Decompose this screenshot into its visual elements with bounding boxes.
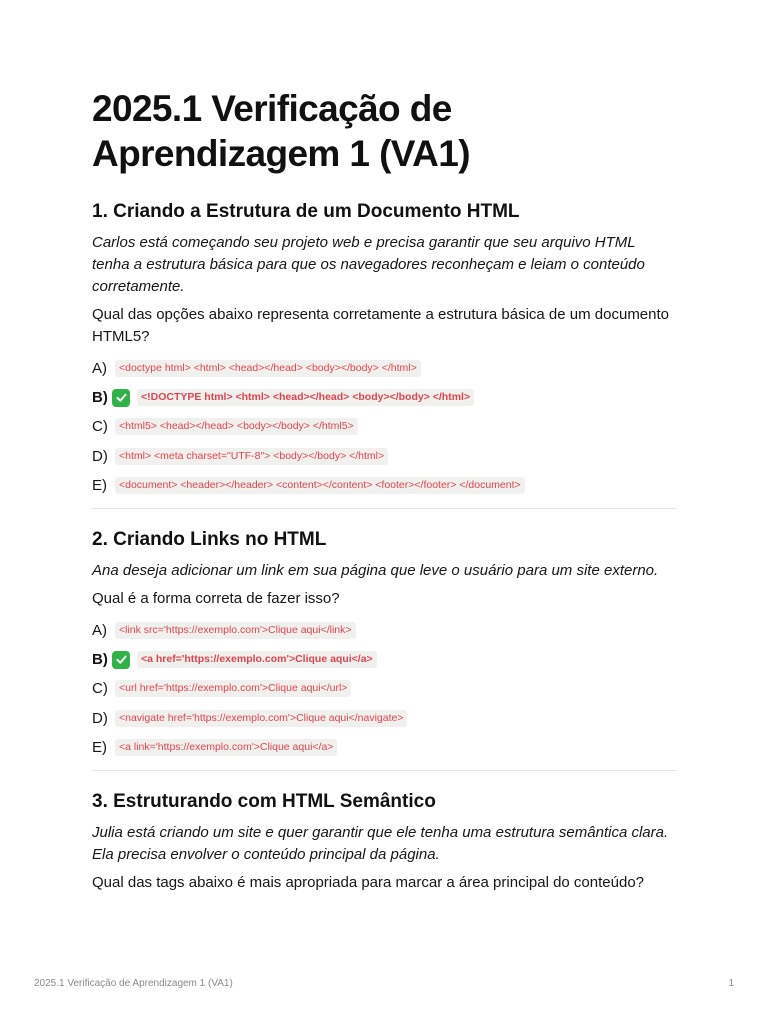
page-footer [34,977,734,991]
option-code: <doctype html> <html> <head></head> <body></body> </html> [115,360,421,377]
questions-list [92,198,677,894]
question-prompt: Qual é a forma correta de fazer isso? [92,589,340,607]
option-code: <navigate href='https://exemplo.com'>Clique aqui</navigate> [115,710,407,727]
check-icon [112,389,130,407]
answer-option [92,412,677,441]
answer-option [92,616,677,645]
option-code: <a href='https://exemplo.com'>Clique aqui</a> [137,651,377,668]
option-code: <a link='https://exemplo.com'>Clique aqui</a> [115,739,337,756]
option-code: <html> <meta charset="UTF-8"> <body></body> </html> [115,448,388,465]
answer-option [92,674,677,703]
page-title: 2025.1 Verificação de Aprendizagem 1 (VA1) [92,88,470,174]
answer-option [92,733,677,762]
option-code: <!DOCTYPE html> <html> <head></head> <body></body> </html> [137,389,474,406]
answer-options [92,616,677,764]
option-letter: A) [92,622,107,640]
answer-options [92,354,677,502]
answer-option [92,704,677,733]
question-prompt: Qual das opções abaixo representa corretamente a estrutura básica de um documento HTML5? [92,306,670,345]
option-letter: D) [92,447,108,465]
check-icon [112,651,130,669]
answer-option [92,471,677,500]
option-letter: B) [92,651,108,669]
question-scenario: Julia está criando um site e quer garantir que ele tenha uma estrutura semântica clara. Ela precisa envolver o conteúdo principal da página. [92,823,669,863]
option-code: <link src='https://exemplo.com'>Clique aqui</link> [115,622,356,639]
option-letter: C) [92,680,108,698]
footer-document-title: 2025.1 Verificação de Aprendizagem 1 (VA1) [34,978,233,989]
question-title: 2. Criando Links no HTML [92,528,327,550]
question-title: 3. Estruturando com HTML Semântico [92,790,436,812]
option-letter: B) [92,389,108,407]
question-title: 1. Criando a Estrutura de um Documento HTML [92,201,520,222]
footer-page-number: 1 [728,978,734,989]
document-page [92,86,677,900]
question-1 [92,198,677,502]
option-letter: D) [92,709,108,727]
option-letter: A) [92,360,107,378]
question-prompt: Qual das tags abaixo é mais apropriada para marcar a área principal do conteúdo? [92,873,644,891]
option-letter: E) [92,476,107,494]
option-code: <url href='https://exemplo.com'>Clique aqui</url> [115,680,351,697]
option-letter: C) [92,418,108,436]
answer-option [92,442,677,471]
answer-option [92,354,677,383]
answer-option-correct [92,383,677,412]
option-letter: E) [92,738,107,756]
question-3 [92,770,677,894]
question-scenario: Ana deseja adicionar um link em sua página que leve o usuário para um site externo. [92,561,659,579]
option-code: <document> <header></header> <content></content> <footer></footer> </document> [115,477,525,494]
answer-option-correct [92,645,677,674]
option-code: <html5> <head></head> <body></body> </html5> [115,418,358,435]
question-2 [92,508,677,764]
question-scenario: Carlos está começando seu projeto web e precisa garantir que seu arquivo HTML tenha a estrutura básica para que os navegadores reconheçam e leiam o conteúdo corretamente. [92,234,645,295]
